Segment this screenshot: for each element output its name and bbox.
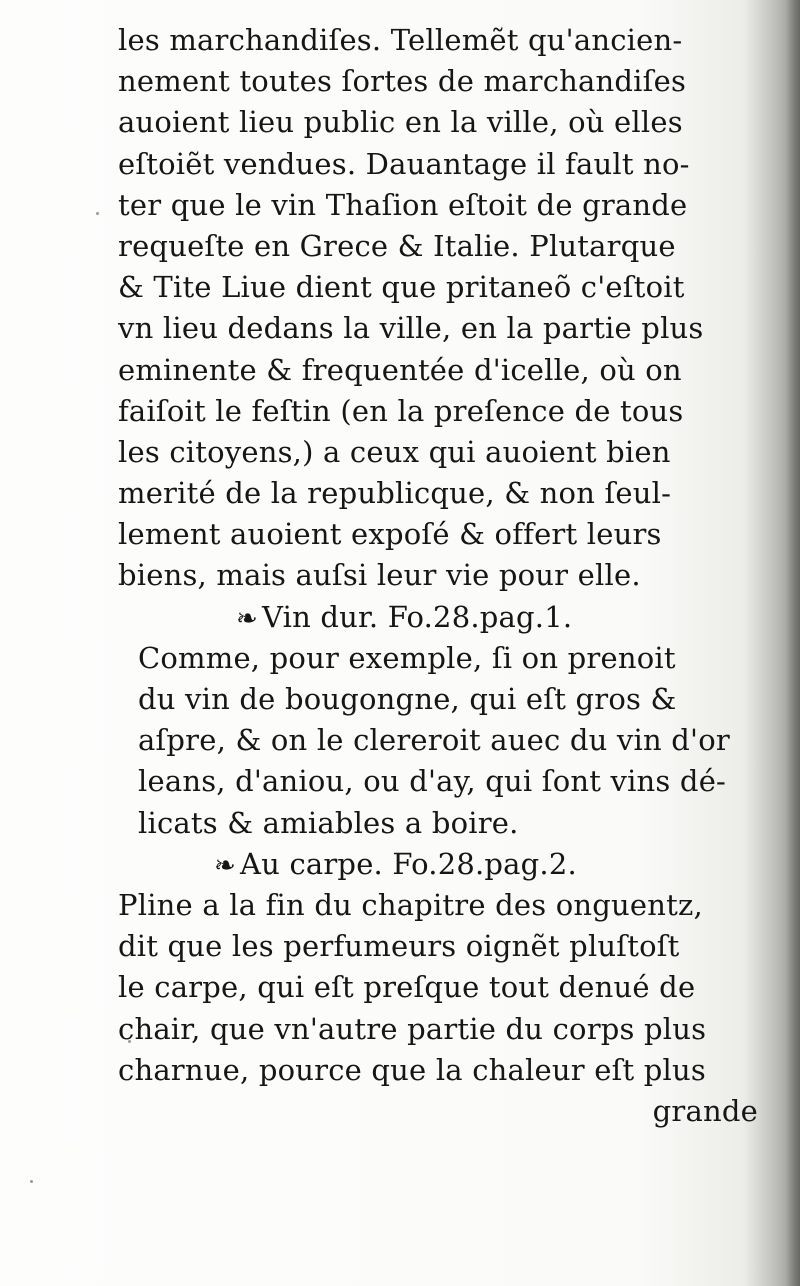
text-line: biens, mais auſsi leur vie pour elle. bbox=[118, 558, 641, 593]
section-heading bbox=[118, 597, 766, 638]
text-line: chair, que vn'autre partie du corps plus bbox=[118, 1011, 707, 1046]
text-line: le carpe, qui eſt preſque tout denué de bbox=[118, 970, 696, 1005]
text-line: charnue, pource que la chaleur eſt plus bbox=[118, 1052, 706, 1087]
text-block bbox=[118, 20, 766, 1132]
catchword: grande bbox=[652, 1093, 758, 1128]
text-line: du vin de bougongne, qui eſt gros & bbox=[138, 682, 677, 716]
ink-speck bbox=[96, 212, 99, 215]
text-line: licats & amiables a boire. bbox=[138, 805, 519, 840]
text-line: auoient lieu public en la ville, où elles bbox=[118, 105, 683, 140]
text-line: Pline a la fin du chapitre des onguentz, bbox=[118, 887, 703, 922]
text-line: Comme, pour exemple, ſi on prenoit bbox=[138, 640, 676, 675]
text-line: nement toutes ſortes de marchandiſes bbox=[118, 64, 687, 99]
text-line: leans, d'aniou, ou d'ay, qui ſont vins dé- bbox=[138, 764, 727, 799]
text-line: faiſoit le feſtin (en la preſence de tous bbox=[118, 393, 684, 428]
ink-speck bbox=[30, 1180, 33, 1183]
text-line: lement auoient expoſé & offert leurs bbox=[118, 517, 662, 552]
text-line: les marchandiſes. Tellemẽt qu'ancien- bbox=[118, 23, 683, 57]
text-line: aſpre, & on le clereroit auec du vin d'or bbox=[138, 723, 730, 758]
text-line: eminente & frequentée d'icelle, où on bbox=[118, 352, 682, 387]
section-heading-text: Vin dur. Fo.28.pag.1. bbox=[262, 599, 573, 634]
section-heading-text: Au carpe. Fo.28.pag.2. bbox=[240, 846, 577, 881]
text-line: requeſte en Grece & Italie. Plutarque bbox=[118, 228, 676, 263]
text-line: eſtoiẽt vendues. Dauantage il fault no- bbox=[118, 146, 690, 181]
fleuron-ornament-icon: ❧ bbox=[214, 850, 236, 881]
text-line: dit que les perfumeurs oignẽt pluſtoſt bbox=[118, 929, 680, 964]
page-edge-shadow bbox=[786, 0, 800, 1286]
text-line: les citoyens,) a ceux qui auoient bien bbox=[118, 434, 671, 469]
text-line: & Tite Liue dient que pritaneõ c'eſtoit bbox=[118, 270, 685, 305]
section-heading bbox=[118, 844, 766, 885]
fleuron-ornament-icon: ❧ bbox=[236, 603, 258, 634]
text-line: merité de la republicque, & non ſeul- bbox=[118, 476, 672, 511]
text-line: vn lieu dedans la ville, en la partie plus bbox=[118, 311, 704, 346]
text-line: ter que le vin Thaſion eſtoit de grande bbox=[118, 187, 688, 222]
